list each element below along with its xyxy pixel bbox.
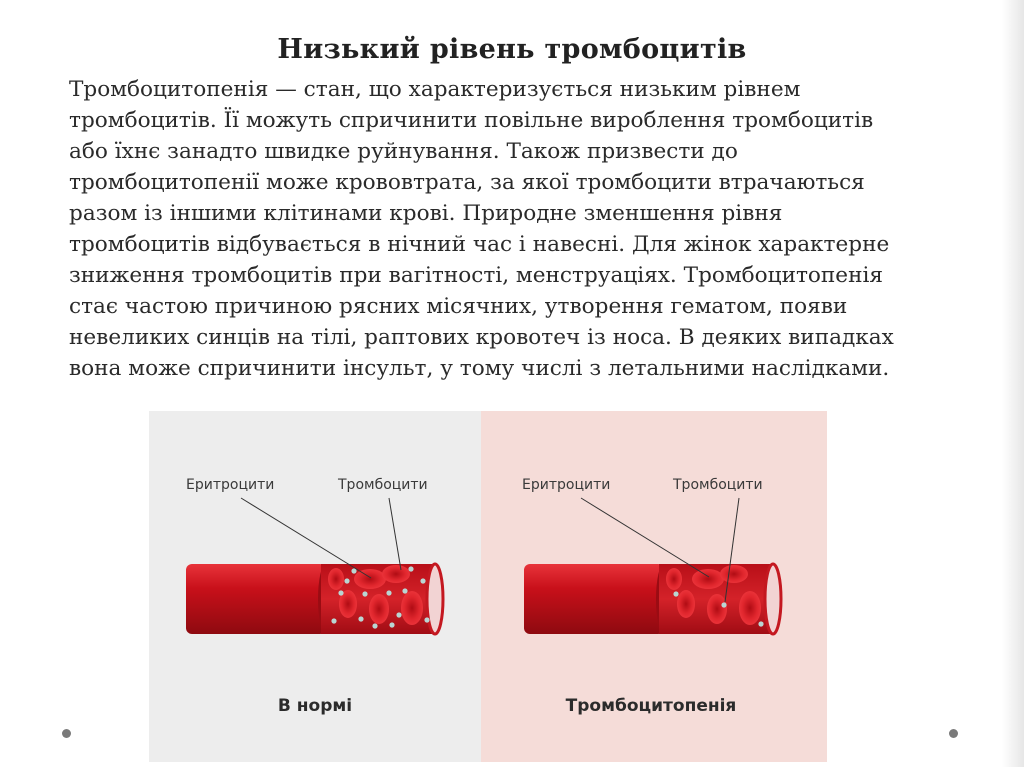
erythrocyte-icon xyxy=(328,568,344,590)
erythrocyte-icon xyxy=(354,569,386,589)
slide-title: Низький рівень тромбоцитів xyxy=(277,34,747,65)
thrombocytopenia-vessel xyxy=(524,498,781,634)
vessel-end-left xyxy=(427,564,443,634)
erythrocyte-icon xyxy=(720,565,748,583)
erythrocyte-icon xyxy=(739,591,761,625)
erythrocyte-icon xyxy=(369,594,389,624)
label-platelets-normal: Тромбоцити xyxy=(338,477,428,493)
vessel-end-right xyxy=(765,564,781,634)
pointer-line-platelets-normal xyxy=(389,498,401,570)
slide-edge-shadow xyxy=(1002,0,1024,767)
erythrocyte-icon xyxy=(666,568,682,590)
erythrocyte-icon xyxy=(382,565,410,583)
blood-vessel-figure xyxy=(149,411,827,762)
vessel-tube-right-closed xyxy=(524,564,664,634)
label-erythrocytes-low: Еритроцити xyxy=(522,477,611,493)
label-platelets-low: Тромбоцити xyxy=(673,477,763,493)
nav-next-dot[interactable] xyxy=(949,729,958,738)
caption-normal: В нормі xyxy=(277,696,353,716)
caption-thrombocytopenia: Тромбоцитопенія xyxy=(565,696,737,716)
vessel-tube-left-closed xyxy=(186,564,326,634)
erythrocyte-icon xyxy=(677,590,695,618)
erythrocyte-icon xyxy=(707,594,727,624)
erythrocyte-icon xyxy=(692,569,724,589)
slide-body-text: Тромбоцитопенія — стан, що характеризується низьким рівнем тромбоцитів. Її можуть спричинити повільне вироблення тромбоцитів або їхнє занадто швидке руйнування. Також призвести до тромбоцитопенії може крововтрата, за якої тромбоцити втрачаються разом із іншими клітинами крові. Природне зменшення рівня тромбоцитів відбувається в нічний час і навесні. Для жінок характерне зниження тромбоцитів при вагітності, менструаціях. Тромбоцитопенія стає частою причиною рясних місячних, утворення гематом, появи невеликих синців на тілі, раптових кровотеч із носа. В деяких випадках вона може спричинити інсульт, у тому числі з летальними наслідками. xyxy=(69,77,894,381)
normal-vessel xyxy=(186,498,443,634)
erythrocyte-icon xyxy=(401,591,423,625)
nav-prev-dot[interactable] xyxy=(62,729,71,738)
label-erythrocytes-normal: Еритроцити xyxy=(186,477,275,493)
